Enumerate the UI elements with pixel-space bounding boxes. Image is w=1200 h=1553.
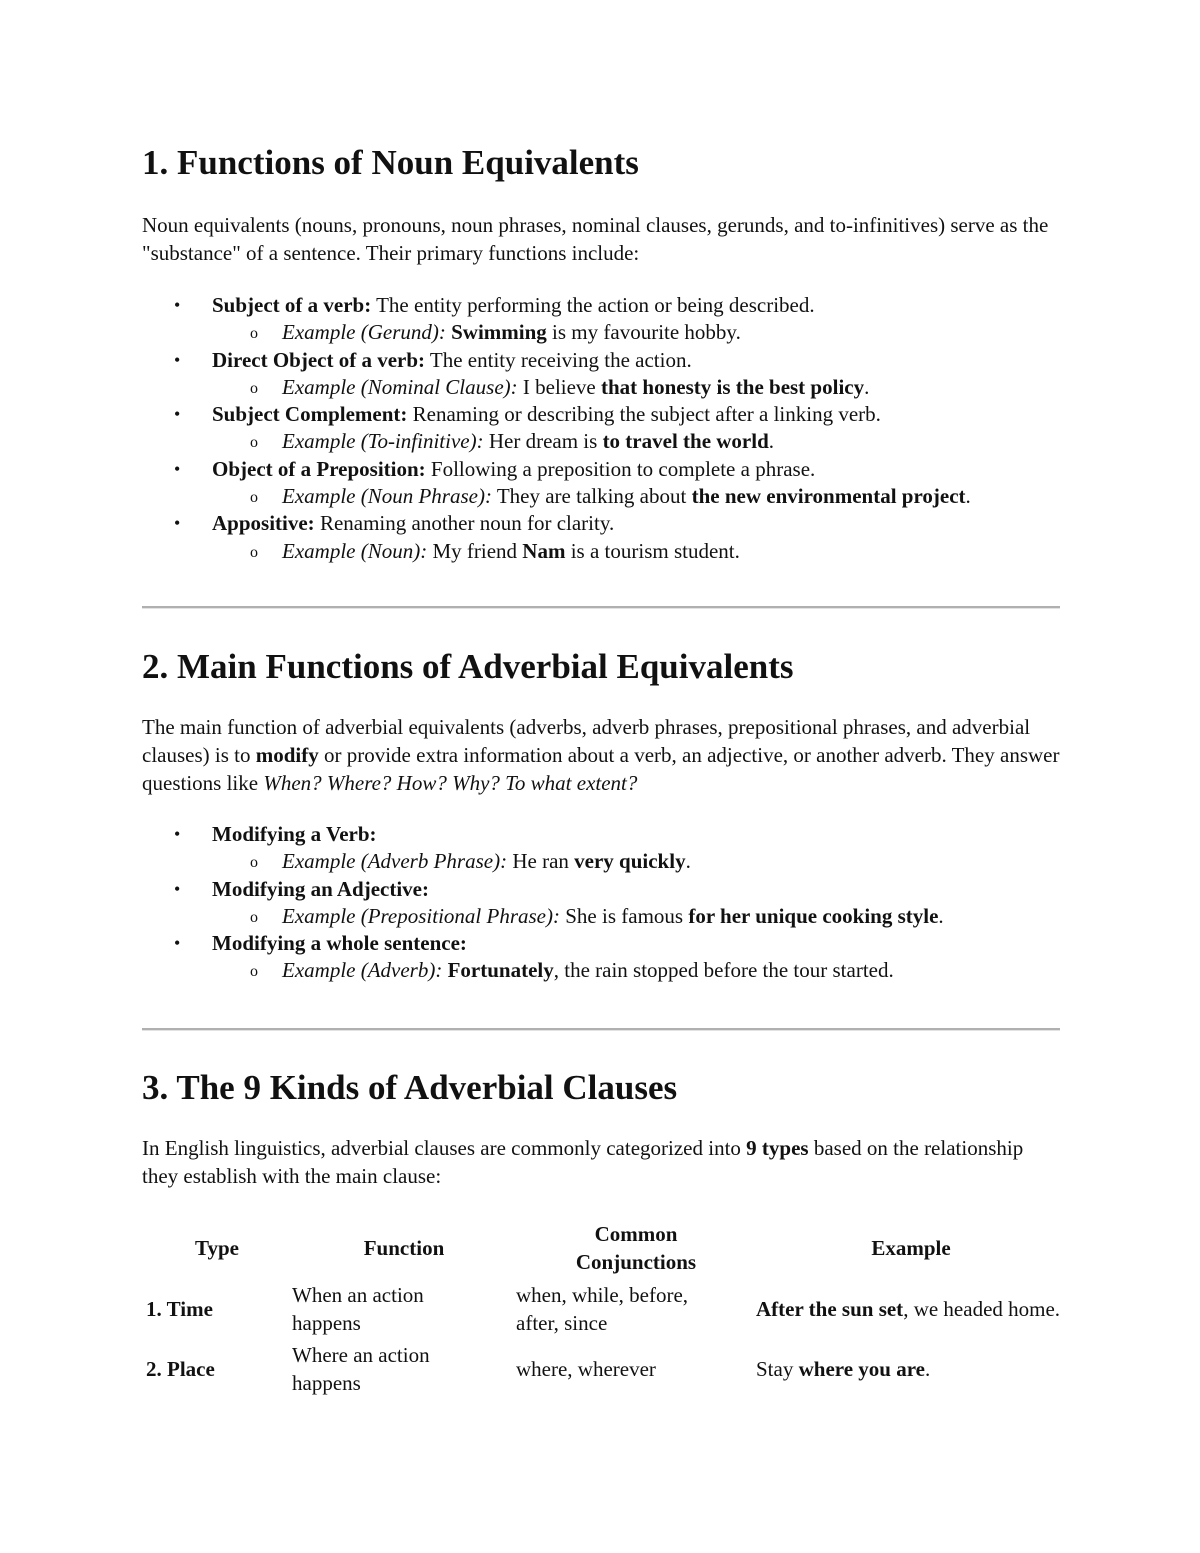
list-item: • Object of a Preposition: Following a preposition to complete a phrase. o Example (Noun Phrase): They are talking about the new environmental project. <box>142 456 1082 511</box>
section-1-intro: Noun equivalents (nouns, pronouns, noun phrases, nominal clauses, gerunds, and to-infinitives) serve as the "substance" of a sentence. Their primary functions include: <box>142 213 1049 265</box>
example-item: o Example (Gerund): Swimming is my favourite hobby. <box>212 319 1082 346</box>
example-item: o Example (Adverb): Fortunately, the rain stopped before the tour started. <box>212 957 1082 984</box>
example-item: o Example (Noun): My friend Nam is a tourism student. <box>212 538 1082 565</box>
cell-conjunctions: where, wherever <box>516 1357 656 1381</box>
cell-type: 2. Place <box>146 1357 215 1381</box>
section-1-heading: 1. Functions of Noun Equivalents <box>142 143 639 182</box>
list-item: • Subject of a verb: The entity performing the action or being described. o Example (Gerund): Swimming is my favourite hobby. <box>142 292 1082 347</box>
noun-functions-list <box>142 292 1082 565</box>
list-item: • Modifying a Verb: o Example (Adverb Phrase): He ran very quickly. <box>142 821 1082 876</box>
column-header-example: Example <box>871 1236 951 1260</box>
cell-type: 1. Time <box>146 1297 213 1321</box>
column-header-function: Function <box>363 1236 445 1260</box>
section-2-heading: 2. Main Functions of Adverbial Equivalents <box>142 647 794 686</box>
section-divider <box>142 1028 1060 1031</box>
cell-conjunctions: when, while, before, after, since <box>516 1283 689 1335</box>
cell-function: Where an action happens <box>292 1343 430 1395</box>
example-item: o Example (Adverb Phrase): He ran very quickly. <box>212 848 1082 875</box>
column-header-type: Type <box>195 1236 239 1260</box>
column-header-conjunctions: Common Conjunctions <box>575 1222 697 1274</box>
example-item: o Example (To-infinitive): Her dream is to travel the world. <box>212 428 1082 455</box>
list-item: • Modifying an Adjective: o Example (Prepositional Phrase): She is famous for her unique cooking style. <box>142 876 1082 931</box>
cell-example: Stay where you are. <box>756 1357 931 1381</box>
section-3-heading: 3. The 9 Kinds of Adverbial Clauses <box>142 1068 678 1107</box>
list-item: • Direct Object of a verb: The entity receiving the action. o Example (Nominal Clause): I believe that honesty is the best policy. <box>142 347 1082 402</box>
section-divider <box>142 606 1060 609</box>
section-3-intro: In English linguistics, adverbial clauses are commonly categorized into 9 types based on the relationship they establish with the main clause: <box>142 1136 1024 1188</box>
example-item: o Example (Nominal Clause): I believe that honesty is the best policy. <box>212 374 1082 401</box>
section-2-intro: The main function of adverbial equivalents (adverbs, adverb phrases, prepositional phrases, and adverbial clauses) is to modify or provide extra information about a verb, an adjective, or another adverb. They answer questions like When? Where? How? Why? To what extent? <box>142 715 1060 795</box>
list-item: • Subject Complement: Renaming or describing the subject after a linking verb. o Example (To-infinitive): Her dream is to travel the world. <box>142 401 1082 456</box>
example-item: o Example (Noun Phrase): They are talking about the new environmental project. <box>212 483 1082 510</box>
adverbial-functions-list <box>142 821 1082 985</box>
cell-example: After the sun set, we headed home. <box>756 1297 1061 1321</box>
table-row <box>142 1279 1066 1339</box>
example-item: o Example (Prepositional Phrase): She is famous for her unique cooking style. <box>212 903 1082 930</box>
list-item: • Modifying a whole sentence: o Example (Adverb): Fortunately, the rain stopped before the tour started. <box>142 930 1082 985</box>
cell-function: When an action happens <box>292 1283 424 1335</box>
list-item: • Appositive: Renaming another noun for clarity. o Example (Noun): My friend Nam is a tourism student. <box>142 510 1082 565</box>
table-header-row <box>142 1217 1066 1279</box>
adverbial-clauses-table <box>142 1217 1066 1399</box>
table-row <box>142 1339 1066 1399</box>
